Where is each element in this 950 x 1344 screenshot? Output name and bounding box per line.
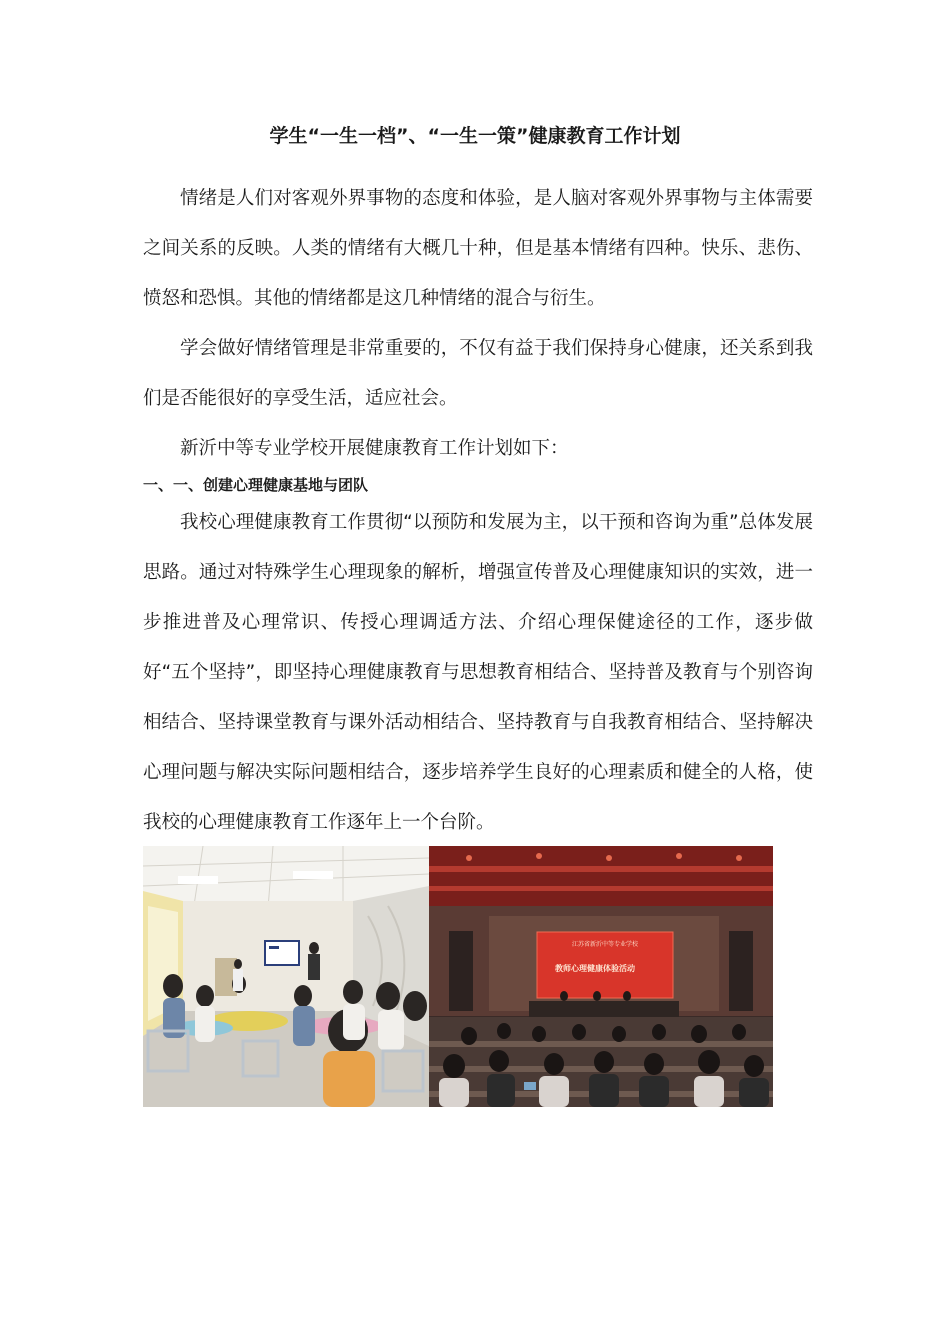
document-title: 学生“一生一档”、“一生一策”健康教育工作计划 [269, 125, 681, 147]
banner-school-name: 江苏省新沂中等专业学校 [571, 942, 639, 948]
section-paragraph: 我校心理健康教育工作贯彻“以预防和发展为主，以干预和咨询为重”总体发展思路。通过对特殊学生心理现象的解析，增强宣传普及心理健康知识的实效，进一步推进普及心理常识、传授心理调适方法、介绍心理保健途径的工作，逐步做好“五个坚持”，即坚持心理健康教育与思想教育相结合、坚持普及教育与个别咨询相结合、坚持课堂教育与课外活动相结合、坚持教育与自我教育相结合、坚持解决心理问题与解决实际问题相结合，逐步培养学生良好的心理素质和健全的人格，使我校的心理健康教育工作逐年上一个台阶。 [143, 512, 813, 833]
auditorium-photo [429, 846, 773, 1107]
plan-intro-paragraph: 新沂中等专业学校开展健康教育工作计划如下： [180, 438, 569, 459]
intro-paragraph: 情绪是人们对客观外界事物的态度和体验，是人脑对客观外界事物与主体需要之间关系的反映。人类的情绪有大概几十种，但是基本情绪有四种。快乐、悲伤、愤怒和恐惧。其他的情绪都是这几种情绪的混合与衍生。 [143, 188, 813, 309]
classroom-photo [143, 846, 429, 1107]
section-heading: 一、一、创建心理健康基地与团队 [143, 476, 369, 494]
emotion-management-paragraph: 学会做好情绪管理是非常重要的，不仅有益于我们保持身心健康，还关系到我们是否能很好的享受生活，适应社会。 [143, 338, 813, 409]
banner-event-title: 教师心理健康体验活动 [555, 964, 635, 973]
